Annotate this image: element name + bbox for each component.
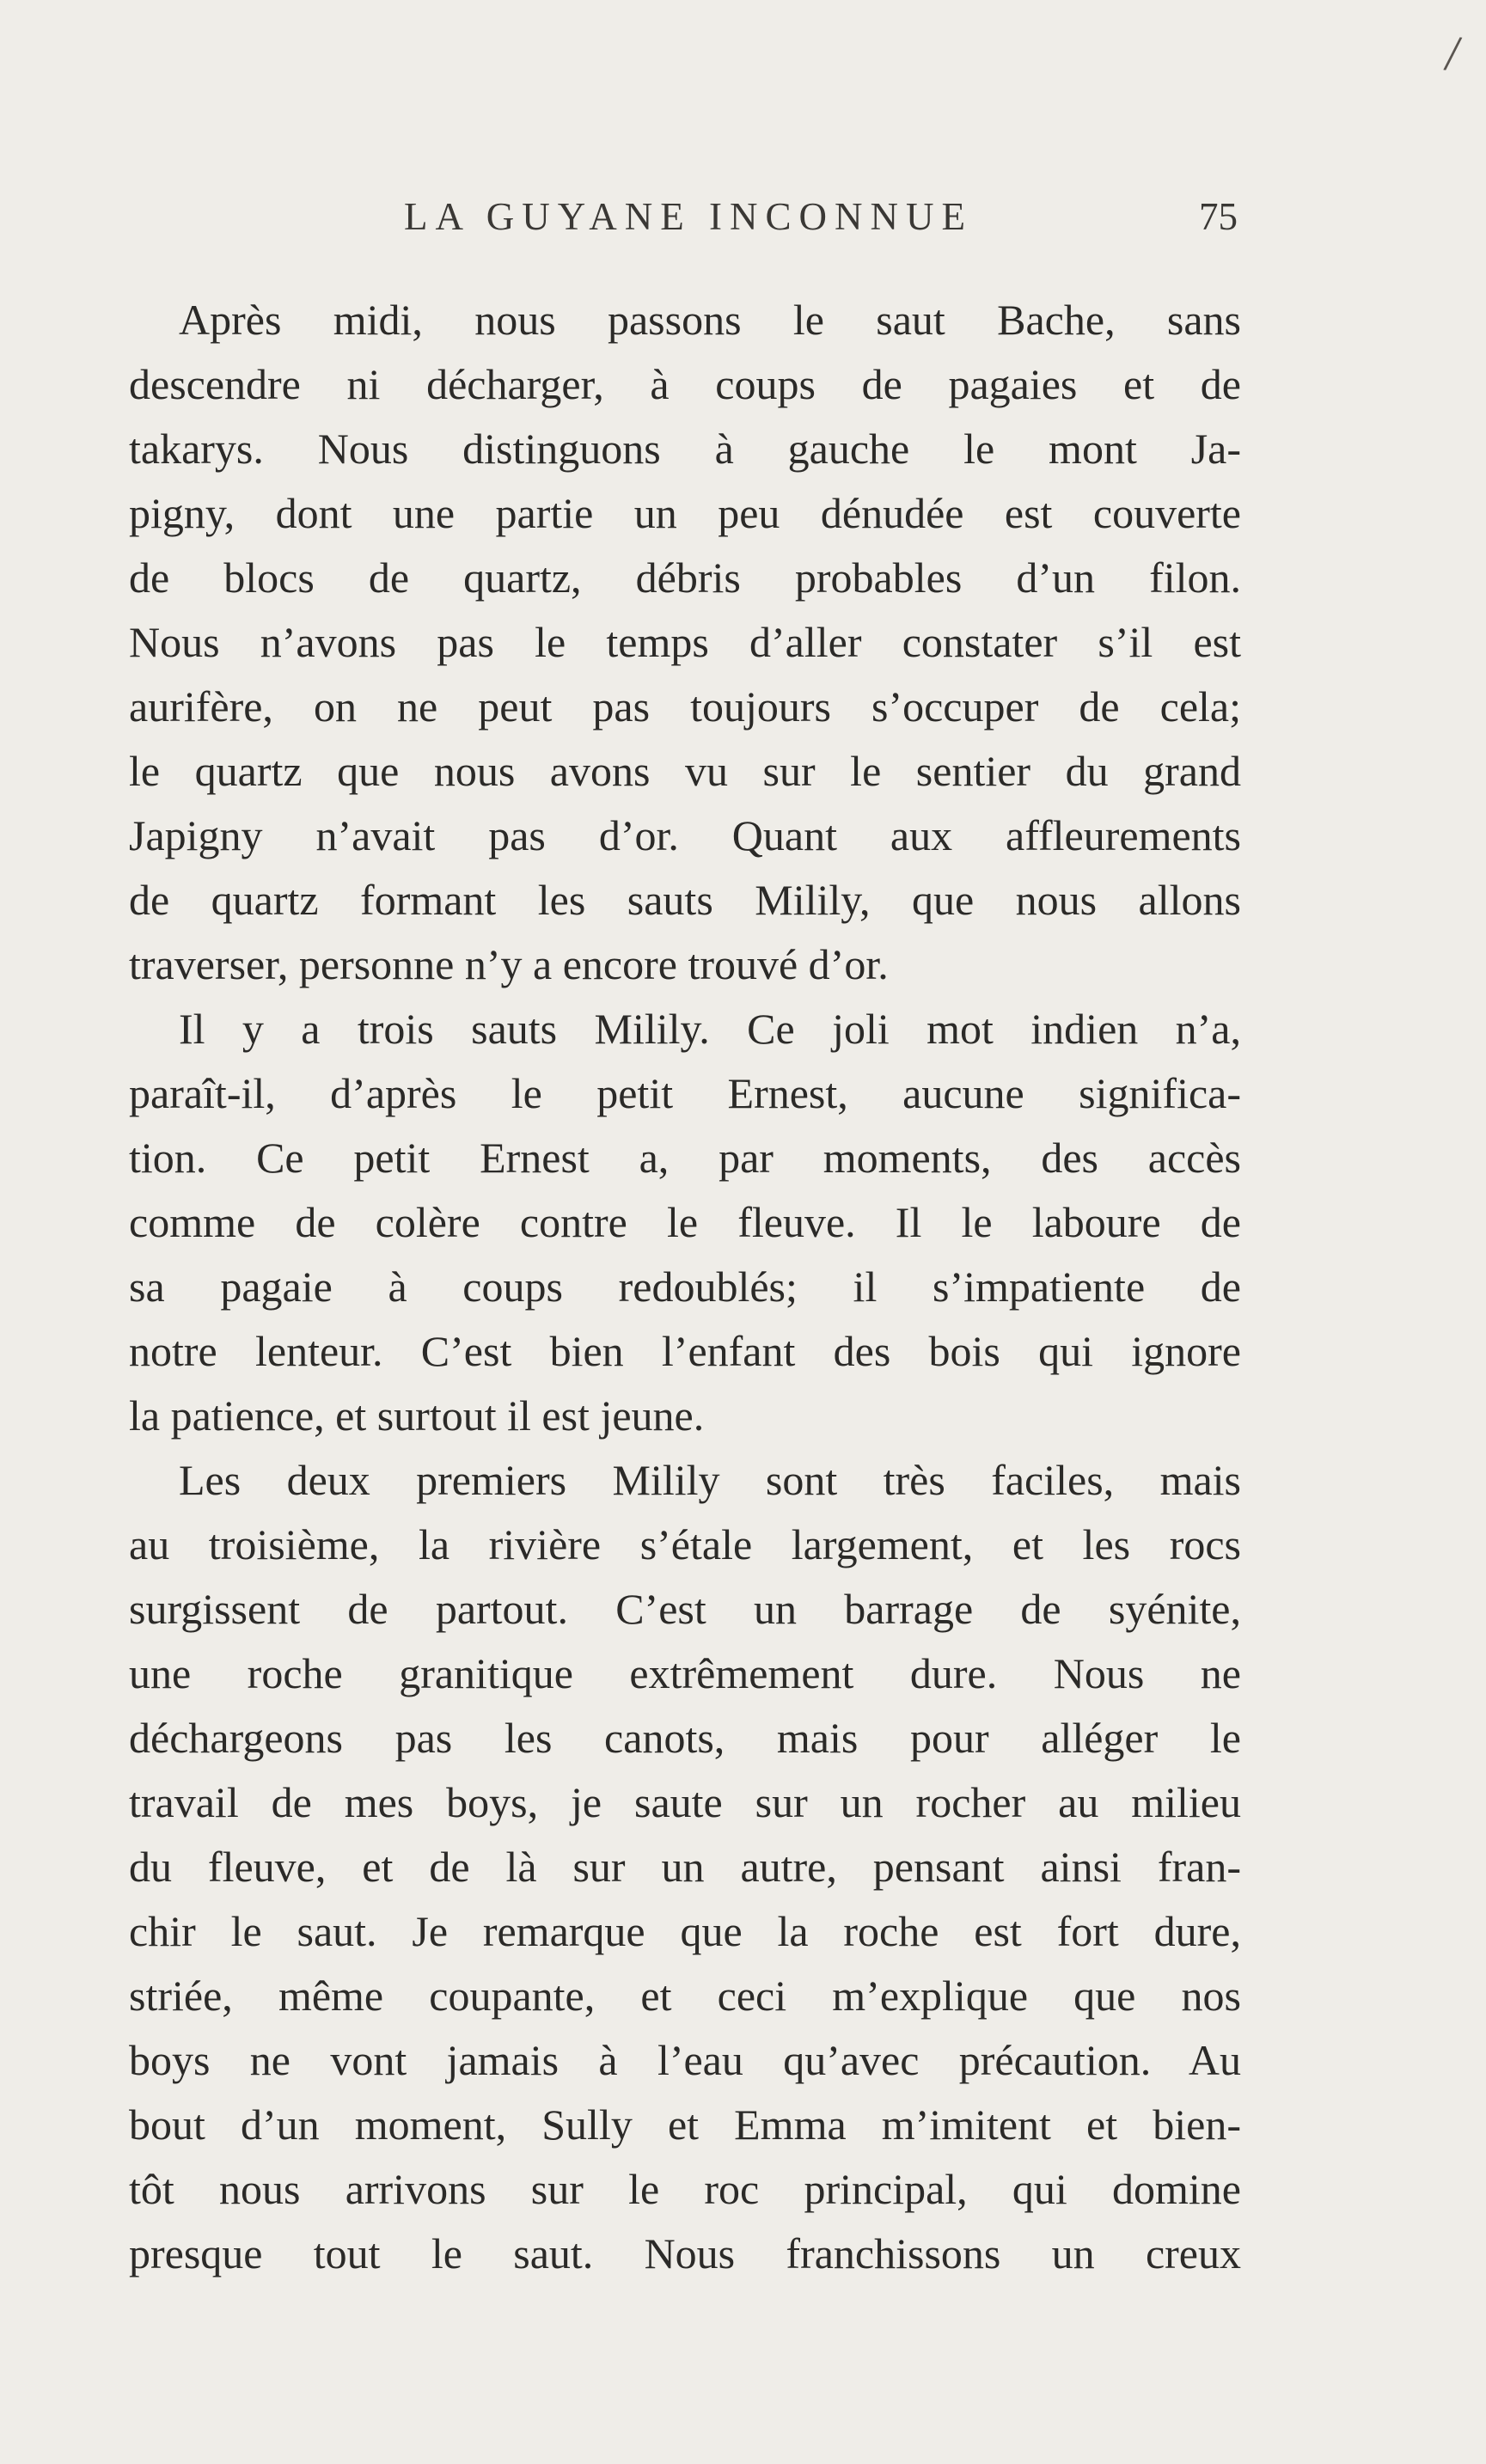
text-line: traverser, personne n’y a encore trouvé d’or. (129, 940, 889, 988)
text-line: aurifère, on ne peut pas toujours s’occuper de cela; (129, 682, 1241, 731)
text-line: pigny, dont une partie un peu dénudée est couverte (129, 489, 1241, 537)
text-line: Nous n’avons pas le temps d’aller constater s’il est (129, 618, 1241, 666)
text-line: tion. Ce petit Ernest a, par moments, des accès (129, 1134, 1241, 1182)
text-line: au troisième, la rivière s’étale largement, et les rocs (129, 1520, 1241, 1568)
text-line: Après midi, nous passons le saut Bache, sans (179, 296, 1241, 344)
text-line: bout d’un moment, Sully et Emma m’imitent et bien- (129, 2100, 1241, 2149)
text-line: Les deux premiers Milily sont très faciles, mais (179, 1456, 1241, 1504)
text-line: descendre ni décharger, à coups de pagaies et de (129, 360, 1241, 408)
text-line: sa pagaie à coups redoublés; il s’impatiente de (129, 1263, 1241, 1311)
text-line: chir le saut. Je remarque que la roche est fort dure, (129, 1907, 1241, 1955)
text-line: déchargeons pas les canots, mais pour alléger le (129, 1714, 1241, 1762)
text-line: Japigny n’avait pas d’or. Quant aux affleurements (129, 811, 1241, 859)
page-number: 75 (1199, 195, 1238, 238)
body-text (129, 288, 1241, 2286)
text-line: tôt nous arrivons sur le roc principal, qui domine (129, 2165, 1241, 2213)
page-corner-mark: / (1441, 24, 1465, 83)
text-line: notre lenteur. C’est bien l’enfant des bois qui ignore (129, 1327, 1241, 1375)
text-line: boys ne vont jamais à l’eau qu’avec précaution. Au (129, 2036, 1241, 2084)
text-line: presque tout le saut. Nous franchissons un creux (129, 2229, 1241, 2278)
text-line: takarys. Nous distinguons à gauche le mont Ja- (129, 425, 1241, 473)
text-line: Il y a trois sauts Milily. Ce joli mot indien n’a, (179, 1005, 1241, 1053)
text-line: le quartz que nous avons vu sur le sentier du grand (129, 747, 1241, 795)
text-line: surgissent de partout. C’est un barrage de syénite, (129, 1585, 1241, 1633)
text-line: une roche granitique extrêmement dure. Nous ne (129, 1649, 1241, 1697)
text-line: la patience, et surtout il est jeune. (129, 1391, 705, 1440)
text-line: striée, même coupante, et ceci m’explique que nos (129, 1972, 1241, 2020)
text-line: comme de colère contre le fleuve. Il le laboure de (129, 1198, 1241, 1246)
text-line: paraît-il, d’après le petit Ernest, aucune significa- (129, 1069, 1241, 1117)
running-title: LA GUYANE INCONNUE (404, 195, 973, 238)
text-line: de blocs de quartz, débris probables d’un filon. (129, 553, 1241, 602)
text-line: de quartz formant les sauts Milily, que nous allons (129, 876, 1241, 924)
page-header (129, 194, 1241, 254)
text-line: du fleuve, et de là sur un autre, pensant ainsi fran- (129, 1843, 1241, 1891)
text-line: travail de mes boys, je saute sur un rocher au milieu (129, 1778, 1241, 1826)
